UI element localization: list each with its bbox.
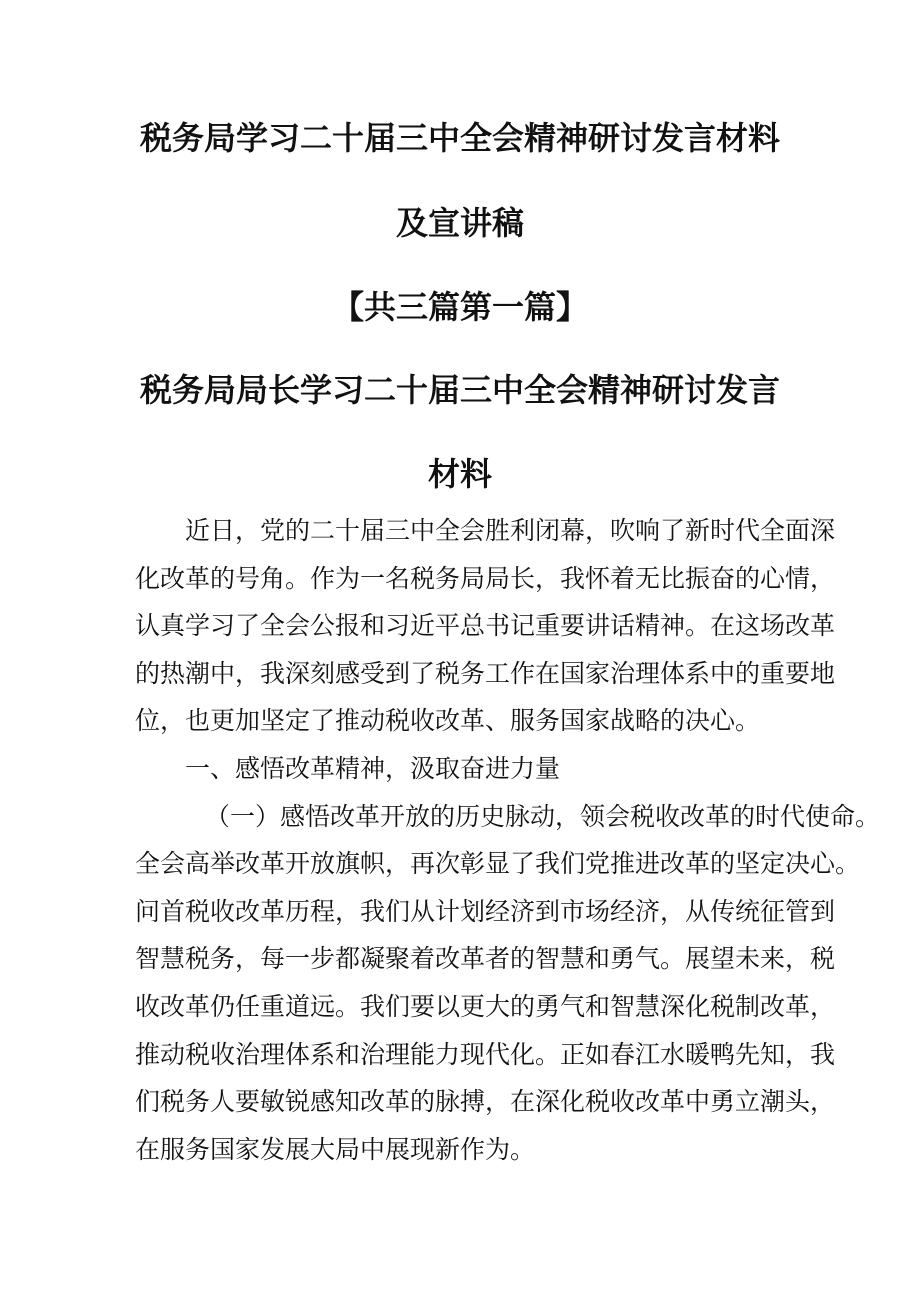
article-title-line-2: 材料 [427, 455, 492, 493]
subsection-heading: （一）感悟改革开放的历史脉动，领会税收改革的时代使命。 [205, 801, 881, 831]
body-line: 化改革的号角。作为一名税务局局长，我怀着无比振奋的心情， [135, 563, 836, 593]
body-line: 们税务人要敏锐感知改革的脉搏，在深化税收改革中勇立潮头， [135, 1087, 836, 1117]
article-title-line-1: 税务局局长学习二十届三中全会精神研讨发言 [139, 371, 780, 409]
document-body [135, 507, 881, 1173]
section-heading: 一、感悟改革精神，汲取奋进力量 [185, 753, 561, 783]
body-line: 位，也更加坚定了推动税收改革、服务国家战略的决心。 [135, 706, 761, 736]
body-line: 的热潮中，我深刻感受到了税务工作在国家治理体系中的重要地 [135, 658, 836, 688]
body-line: 推动税收治理体系和治理能力现代化。正如春江水暖鸭先知，我 [135, 1039, 836, 1069]
body-line: 认真学习了全会公报和习近平总书记重要讲话精神。在这场改革 [135, 611, 836, 641]
body-line: 智慧税务，每一步都凝聚着改革者的智慧和勇气。展望未来，税 [135, 944, 836, 974]
document-title-line-1: 税务局学习二十届三中全会精神研讨发言材料 [139, 119, 780, 157]
document-title-line-2: 及宣讲稿 [395, 204, 524, 242]
body-line: 收改革仍任重道远。我们要以更大的勇气和智慧深化税制改革， [135, 991, 836, 1021]
body-line: 全会高举改革开放旗帜，再次彰显了我们党推进改革的坚定决心。 [135, 849, 861, 879]
body-line: 问首税收改革历程，我们从计划经济到市场经济，从传统征管到 [135, 896, 836, 926]
body-line: 在服务国家发展大局中展现新作为。 [135, 1134, 536, 1164]
document-subtitle: 【共三篇第一篇】 [331, 288, 588, 326]
body-line: 近日，党的二十届三中全会胜利闭幕，吹响了新时代全面深 [185, 516, 836, 545]
